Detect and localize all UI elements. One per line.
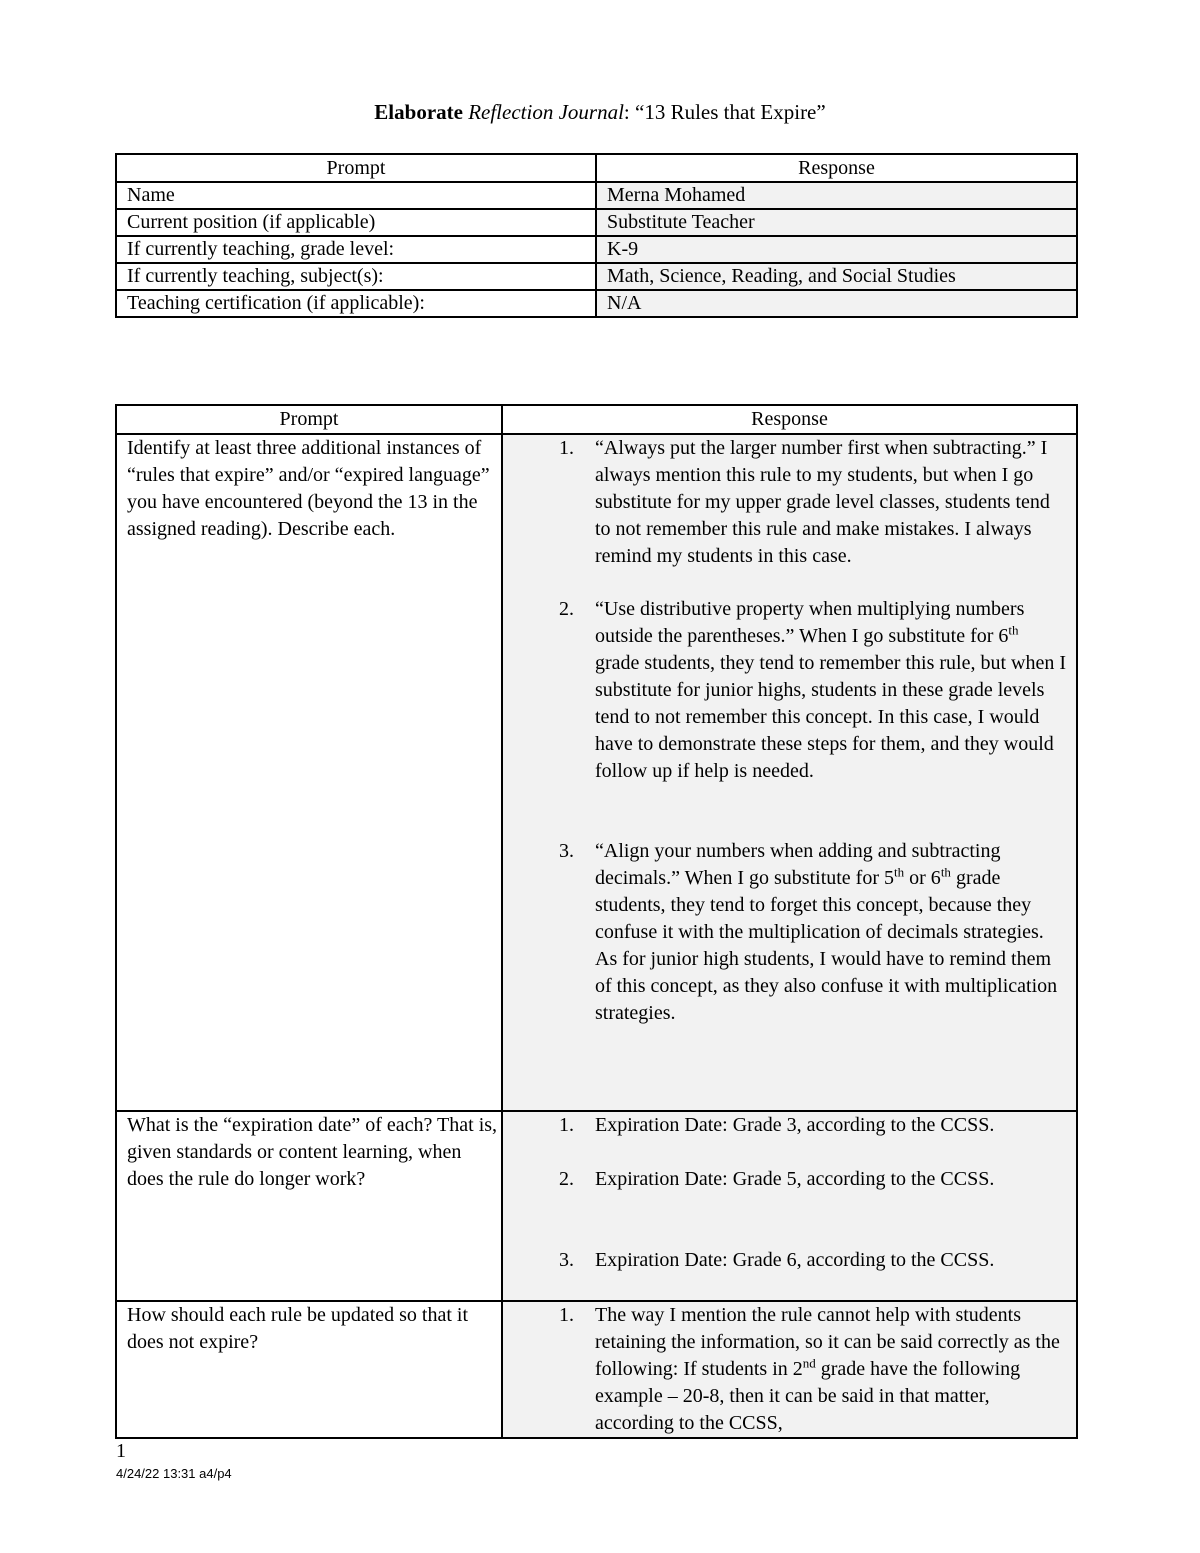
- question-prompt: How should each rule be updated so that it does not expire?: [116, 1301, 502, 1438]
- list-item: [559, 570, 1066, 785]
- question-prompt: What is the “expiration date” of each? That is, given standards or content learning, when does the rule do longer work?: [116, 1111, 502, 1301]
- question-prompt: Identify at least three additional instances of “rules that expire” and/or “expired language” you have encountered (beyond the 13 in the assigned reading). Describe each.: [116, 434, 502, 1111]
- info-header-response: Response: [596, 154, 1077, 182]
- table-row: [116, 182, 1077, 209]
- table-row: [116, 1111, 1077, 1301]
- question-response: [502, 1111, 1077, 1301]
- document-title: [0, 100, 1200, 125]
- info-response: Math, Science, Reading, and Social Studies: [596, 263, 1077, 290]
- info-prompt: If currently teaching, grade level:: [116, 236, 596, 263]
- table-row: [116, 434, 1077, 1111]
- list-item: [559, 1302, 1066, 1437]
- page-number: 1: [116, 1440, 126, 1462]
- list-text: or 6: [904, 867, 941, 889]
- info-header-prompt: Prompt: [116, 154, 596, 182]
- list-text: grade students, they tend to forget this concept, because they confuse it with the multiplication of decimals strategies. As for junior high students, I would have to remind them of this concept, as they also confuse it with multiplication strategies.: [595, 867, 1058, 1024]
- superscript: th: [894, 864, 905, 880]
- table-row: [116, 290, 1077, 317]
- info-prompt: Teaching certification (if applicable):: [116, 290, 596, 317]
- info-prompt: Current position (if applicable): [116, 209, 596, 236]
- superscript: th: [1008, 622, 1019, 638]
- info-response: K-9: [596, 236, 1077, 263]
- table-row: [116, 1301, 1077, 1438]
- list-number: 3.: [559, 840, 574, 862]
- list-item: [559, 785, 1066, 1027]
- info-response: Substitute Teacher: [596, 209, 1077, 236]
- reflection-table-header: [116, 405, 1077, 434]
- list-number: 2.: [559, 598, 574, 620]
- question-response: [502, 434, 1077, 1111]
- list-text: The way I mention the rule cannot help with students retaining the information, so it can be said correctly as the following: If students in 2: [595, 1304, 1060, 1380]
- superscript: th: [940, 864, 951, 880]
- list-text: grade students, they tend to remember this rule, but when I substitute for junior highs, students in these grade levels tend to not remember this concept. In this case, I would have to demonstrate these steps for them, and they would follow up if help is needed.: [595, 652, 1066, 782]
- response-list: [513, 1302, 1076, 1437]
- print-stamp: 4/24/22 13:31 a4/p4: [116, 1466, 232, 1481]
- list-text: Expiration Date: Grade 5, according to the CCSS.: [595, 1168, 995, 1190]
- title-italic: Reflection Journal: [468, 100, 624, 124]
- response-list: [513, 435, 1076, 1027]
- list-item: [559, 1112, 1066, 1139]
- list-text: “Use distributive property when multiplying numbers outside the parentheses.” When I go substitute for 6: [595, 598, 1025, 647]
- list-number: 3.: [559, 1249, 574, 1271]
- title-rest: : “13 Rules that Expire”: [623, 100, 826, 124]
- reflection-header-prompt: Prompt: [116, 405, 502, 434]
- list-text: Expiration Date: Grade 6, according to the CCSS.: [595, 1249, 995, 1271]
- title-bold: Elaborate: [374, 100, 463, 124]
- list-text: “Align your numbers when adding and subtracting decimals.” When I go substitute for 5: [595, 840, 1001, 889]
- list-text: “Always put the larger number first when subtracting.” I always mention this rule to my students, but when I go substitute for my upper grade level classes, students tend to not remember this rule and make mistakes. I always remind my students in this case.: [595, 437, 1050, 567]
- list-item: [559, 1193, 1066, 1274]
- info-table: [115, 153, 1078, 318]
- table-row: [116, 209, 1077, 236]
- list-number: 1.: [559, 1114, 574, 1136]
- superscript: nd: [802, 1355, 816, 1371]
- question-response: [502, 1301, 1077, 1438]
- reflection-table: [115, 404, 1078, 1439]
- response-list: [513, 1112, 1076, 1274]
- list-item: [559, 1139, 1066, 1193]
- table-row: [116, 236, 1077, 263]
- info-prompt: If currently teaching, subject(s):: [116, 263, 596, 290]
- list-number: 2.: [559, 1168, 574, 1190]
- info-response: Merna Mohamed: [596, 182, 1077, 209]
- list-text: Expiration Date: Grade 3, according to the CCSS.: [595, 1114, 995, 1136]
- reflection-header-response: Response: [502, 405, 1077, 434]
- list-text: grade have the following example – 20-8, then it can be said in that matter, according to the CCSS,: [595, 1358, 1021, 1434]
- list-number: 1.: [559, 437, 574, 459]
- table-row: [116, 263, 1077, 290]
- list-number: 1.: [559, 1304, 574, 1326]
- list-item: [559, 435, 1066, 570]
- info-prompt: Name: [116, 182, 596, 209]
- info-table-header: [116, 154, 1077, 182]
- info-response: N/A: [596, 290, 1077, 317]
